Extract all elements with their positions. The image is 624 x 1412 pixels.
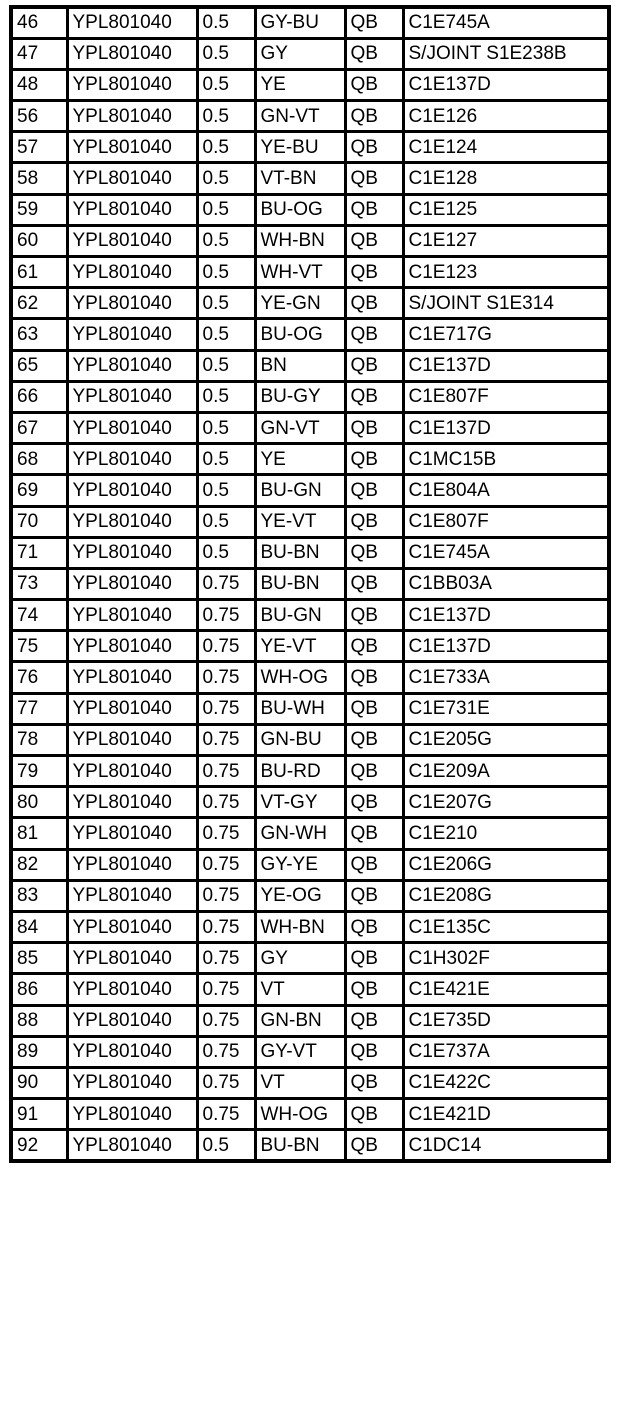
wire-type-cell: QB	[345, 600, 403, 631]
part-number-cell: YPL801040	[67, 537, 197, 568]
destination-cell: C1E137D	[403, 69, 609, 100]
wire-size-cell: 0.5	[197, 163, 255, 194]
part-number-cell: YPL801040	[67, 1067, 197, 1098]
destination-cell: C1E731E	[403, 693, 609, 724]
table-row	[11, 631, 609, 662]
wire-number-cell: 88	[11, 1005, 67, 1036]
destination-cell: C1E205G	[403, 724, 609, 755]
wire-color-cell: YE-GN	[255, 288, 345, 319]
wire-size-cell: 0.75	[197, 756, 255, 787]
wire-type-cell: QB	[345, 225, 403, 256]
wire-type-cell: QB	[345, 724, 403, 755]
wire-size-cell: 0.75	[197, 787, 255, 818]
table-row	[11, 412, 609, 443]
wire-color-cell: YE-OG	[255, 880, 345, 911]
wire-size-cell: 0.75	[197, 880, 255, 911]
destination-cell: C1E807F	[403, 506, 609, 537]
wire-size-cell: 0.75	[197, 974, 255, 1005]
wire-color-cell: YE	[255, 69, 345, 100]
wire-number-cell: 71	[11, 537, 67, 568]
destination-cell: C1E206G	[403, 849, 609, 880]
wire-type-cell: QB	[345, 132, 403, 163]
wire-color-cell: BU-GN	[255, 600, 345, 631]
part-number-cell: YPL801040	[67, 69, 197, 100]
wire-type-cell: QB	[345, 7, 403, 38]
wire-type-cell: QB	[345, 163, 403, 194]
wire-color-cell: GY-VT	[255, 1036, 345, 1067]
wire-color-cell: BU-BN	[255, 568, 345, 599]
part-number-cell: YPL801040	[67, 101, 197, 132]
table-row	[11, 600, 609, 631]
wire-type-cell: QB	[345, 444, 403, 475]
wire-size-cell: 0.5	[197, 319, 255, 350]
part-number-cell: YPL801040	[67, 568, 197, 599]
wire-type-cell: QB	[345, 257, 403, 288]
destination-cell: C1E207G	[403, 787, 609, 818]
wire-type-cell: QB	[345, 974, 403, 1005]
part-number-cell: YPL801040	[67, 787, 197, 818]
wire-number-cell: 47	[11, 38, 67, 69]
destination-cell: C1E807F	[403, 381, 609, 412]
wire-type-cell: QB	[345, 849, 403, 880]
wire-size-cell: 0.5	[197, 38, 255, 69]
destination-cell: C1E124	[403, 132, 609, 163]
wire-color-cell: BU-RD	[255, 756, 345, 787]
table-row	[11, 911, 609, 942]
table-row	[11, 849, 609, 880]
wire-size-cell: 0.75	[197, 1067, 255, 1098]
wire-size-cell: 0.75	[197, 1036, 255, 1067]
part-number-cell: YPL801040	[67, 412, 197, 443]
table-row	[11, 163, 609, 194]
destination-cell: C1E421D	[403, 1099, 609, 1130]
wire-type-cell: QB	[345, 1099, 403, 1130]
wire-color-cell: BU-GN	[255, 475, 345, 506]
destination-cell: C1DC14	[403, 1130, 609, 1161]
part-number-cell: YPL801040	[67, 319, 197, 350]
destination-cell: C1E137D	[403, 412, 609, 443]
wire-color-cell: GY	[255, 943, 345, 974]
wire-color-cell: YE-VT	[255, 631, 345, 662]
wire-color-cell: BU-OG	[255, 319, 345, 350]
wire-type-cell: QB	[345, 662, 403, 693]
destination-cell: C1E208G	[403, 880, 609, 911]
wire-type-cell: QB	[345, 475, 403, 506]
wire-type-cell: QB	[345, 69, 403, 100]
destination-cell: C1E737A	[403, 1036, 609, 1067]
wire-color-cell: GY-YE	[255, 849, 345, 880]
wire-number-cell: 62	[11, 288, 67, 319]
table-row	[11, 132, 609, 163]
table-row	[11, 257, 609, 288]
destination-cell: C1E745A	[403, 537, 609, 568]
wire-color-cell: WH-OG	[255, 1099, 345, 1130]
wire-type-cell: QB	[345, 381, 403, 412]
destination-cell: C1E128	[403, 163, 609, 194]
destination-cell: C1E422C	[403, 1067, 609, 1098]
wire-size-cell: 0.75	[197, 693, 255, 724]
wire-number-cell: 60	[11, 225, 67, 256]
wire-size-cell: 0.5	[197, 69, 255, 100]
table-row	[11, 1099, 609, 1130]
wire-size-cell: 0.5	[197, 101, 255, 132]
table-row	[11, 537, 609, 568]
wire-color-cell: BU-GY	[255, 381, 345, 412]
wire-size-cell: 0.5	[197, 444, 255, 475]
wire-color-cell: BU-BN	[255, 537, 345, 568]
wire-type-cell: QB	[345, 288, 403, 319]
destination-cell: C1E804A	[403, 475, 609, 506]
wire-list-body	[11, 7, 609, 1161]
wire-number-cell: 79	[11, 756, 67, 787]
wire-type-cell: QB	[345, 1005, 403, 1036]
table-row	[11, 943, 609, 974]
wire-number-cell: 86	[11, 974, 67, 1005]
part-number-cell: YPL801040	[67, 381, 197, 412]
wire-list-table	[9, 5, 611, 1163]
wire-size-cell: 0.5	[197, 537, 255, 568]
destination-cell: C1E126	[403, 101, 609, 132]
wire-color-cell: WH-BN	[255, 225, 345, 256]
wire-type-cell: QB	[345, 943, 403, 974]
table-row	[11, 225, 609, 256]
wire-type-cell: QB	[345, 537, 403, 568]
wire-color-cell: BU-WH	[255, 693, 345, 724]
wire-size-cell: 0.5	[197, 412, 255, 443]
table-row	[11, 444, 609, 475]
destination-cell: C1E733A	[403, 662, 609, 693]
wire-color-cell: YE-BU	[255, 132, 345, 163]
part-number-cell: YPL801040	[67, 38, 197, 69]
wire-type-cell: QB	[345, 506, 403, 537]
wire-number-cell: 90	[11, 1067, 67, 1098]
part-number-cell: YPL801040	[67, 849, 197, 880]
wire-number-cell: 73	[11, 568, 67, 599]
wire-type-cell: QB	[345, 1130, 403, 1161]
part-number-cell: YPL801040	[67, 475, 197, 506]
wire-size-cell: 0.75	[197, 724, 255, 755]
wire-type-cell: QB	[345, 693, 403, 724]
wire-number-cell: 80	[11, 787, 67, 818]
wire-color-cell: GN-BU	[255, 724, 345, 755]
part-number-cell: YPL801040	[67, 1130, 197, 1161]
wire-type-cell: QB	[345, 319, 403, 350]
destination-cell: C1BB03A	[403, 568, 609, 599]
wire-color-cell: BN	[255, 350, 345, 381]
wire-number-cell: 56	[11, 101, 67, 132]
table-row	[11, 288, 609, 319]
wire-color-cell: YE	[255, 444, 345, 475]
wire-number-cell: 77	[11, 693, 67, 724]
wire-number-cell: 69	[11, 475, 67, 506]
table-row	[11, 1130, 609, 1161]
wire-type-cell: QB	[345, 194, 403, 225]
table-row	[11, 1005, 609, 1036]
wire-number-cell: 66	[11, 381, 67, 412]
wire-color-cell: BU-OG	[255, 194, 345, 225]
table-row	[11, 693, 609, 724]
destination-cell: S/JOINT S1E314	[403, 288, 609, 319]
wire-color-cell: WH-BN	[255, 911, 345, 942]
wire-number-cell: 84	[11, 911, 67, 942]
wire-number-cell: 61	[11, 257, 67, 288]
destination-cell: C1E137D	[403, 631, 609, 662]
wire-number-cell: 58	[11, 163, 67, 194]
wire-size-cell: 0.75	[197, 662, 255, 693]
part-number-cell: YPL801040	[67, 444, 197, 475]
table-row	[11, 381, 609, 412]
destination-cell: S/JOINT S1E238B	[403, 38, 609, 69]
wire-type-cell: QB	[345, 412, 403, 443]
destination-cell: C1E209A	[403, 756, 609, 787]
wire-color-cell: GN-WH	[255, 818, 345, 849]
part-number-cell: YPL801040	[67, 506, 197, 537]
table-row	[11, 475, 609, 506]
wire-type-cell: QB	[345, 38, 403, 69]
table-row	[11, 1036, 609, 1067]
part-number-cell: YPL801040	[67, 880, 197, 911]
part-number-cell: YPL801040	[67, 600, 197, 631]
wire-number-cell: 63	[11, 319, 67, 350]
wire-size-cell: 0.75	[197, 911, 255, 942]
part-number-cell: YPL801040	[67, 225, 197, 256]
wire-number-cell: 46	[11, 7, 67, 38]
wire-number-cell: 89	[11, 1036, 67, 1067]
wire-color-cell: WH-OG	[255, 662, 345, 693]
destination-cell: C1E127	[403, 225, 609, 256]
wire-color-cell: WH-VT	[255, 257, 345, 288]
wire-size-cell: 0.75	[197, 849, 255, 880]
wire-type-cell: QB	[345, 568, 403, 599]
wire-size-cell: 0.75	[197, 1099, 255, 1130]
wire-size-cell: 0.5	[197, 288, 255, 319]
wire-type-cell: QB	[345, 787, 403, 818]
wire-size-cell: 0.5	[197, 132, 255, 163]
wire-color-cell: VT	[255, 1067, 345, 1098]
part-number-cell: YPL801040	[67, 1036, 197, 1067]
destination-cell: C1E137D	[403, 350, 609, 381]
wire-size-cell: 0.5	[197, 475, 255, 506]
wire-size-cell: 0.5	[197, 257, 255, 288]
wire-number-cell: 59	[11, 194, 67, 225]
part-number-cell: YPL801040	[67, 943, 197, 974]
table-row	[11, 194, 609, 225]
table-row	[11, 662, 609, 693]
wire-color-cell: GN-BN	[255, 1005, 345, 1036]
table-row	[11, 787, 609, 818]
wire-size-cell: 0.5	[197, 350, 255, 381]
destination-cell: C1E137D	[403, 600, 609, 631]
wire-number-cell: 78	[11, 724, 67, 755]
destination-cell: C1E123	[403, 257, 609, 288]
part-number-cell: YPL801040	[67, 350, 197, 381]
wire-type-cell: QB	[345, 101, 403, 132]
table-row	[11, 69, 609, 100]
wire-size-cell: 0.5	[197, 506, 255, 537]
wire-number-cell: 65	[11, 350, 67, 381]
part-number-cell: YPL801040	[67, 257, 197, 288]
destination-cell: C1E421E	[403, 974, 609, 1005]
table-row	[11, 818, 609, 849]
part-number-cell: YPL801040	[67, 974, 197, 1005]
wire-type-cell: QB	[345, 1067, 403, 1098]
part-number-cell: YPL801040	[67, 662, 197, 693]
wire-size-cell: 0.5	[197, 381, 255, 412]
part-number-cell: YPL801040	[67, 693, 197, 724]
wire-number-cell: 67	[11, 412, 67, 443]
part-number-cell: YPL801040	[67, 756, 197, 787]
wire-size-cell: 0.5	[197, 7, 255, 38]
wire-number-cell: 68	[11, 444, 67, 475]
wire-color-cell: VT	[255, 974, 345, 1005]
table-row	[11, 350, 609, 381]
table-row	[11, 1067, 609, 1098]
wire-number-cell: 76	[11, 662, 67, 693]
wire-type-cell: QB	[345, 911, 403, 942]
wire-color-cell: GN-VT	[255, 101, 345, 132]
part-number-cell: YPL801040	[67, 132, 197, 163]
part-number-cell: YPL801040	[67, 163, 197, 194]
part-number-cell: YPL801040	[67, 724, 197, 755]
wire-number-cell: 48	[11, 69, 67, 100]
wire-color-cell: VT-GY	[255, 787, 345, 818]
table-row	[11, 974, 609, 1005]
wire-number-cell: 74	[11, 600, 67, 631]
wire-size-cell: 0.5	[197, 194, 255, 225]
wire-size-cell: 0.75	[197, 1005, 255, 1036]
part-number-cell: YPL801040	[67, 1005, 197, 1036]
wire-size-cell: 0.75	[197, 818, 255, 849]
destination-cell: C1MC15B	[403, 444, 609, 475]
part-number-cell: YPL801040	[67, 1099, 197, 1130]
part-number-cell: YPL801040	[67, 288, 197, 319]
wire-size-cell: 0.5	[197, 1130, 255, 1161]
wire-color-cell: YE-VT	[255, 506, 345, 537]
destination-cell: C1E745A	[403, 7, 609, 38]
destination-cell: C1E135C	[403, 911, 609, 942]
wire-number-cell: 81	[11, 818, 67, 849]
destination-cell: C1H302F	[403, 943, 609, 974]
table-row	[11, 101, 609, 132]
destination-cell: C1E210	[403, 818, 609, 849]
table-row	[11, 319, 609, 350]
wire-color-cell: BU-BN	[255, 1130, 345, 1161]
wire-type-cell: QB	[345, 880, 403, 911]
wire-size-cell: 0.75	[197, 943, 255, 974]
table-row	[11, 568, 609, 599]
destination-cell: C1E125	[403, 194, 609, 225]
wire-type-cell: QB	[345, 631, 403, 662]
table-row	[11, 880, 609, 911]
table-row	[11, 724, 609, 755]
wire-number-cell: 82	[11, 849, 67, 880]
wire-type-cell: QB	[345, 1036, 403, 1067]
part-number-cell: YPL801040	[67, 7, 197, 38]
wire-number-cell: 70	[11, 506, 67, 537]
wire-number-cell: 57	[11, 132, 67, 163]
wire-color-cell: GY	[255, 38, 345, 69]
table-row	[11, 38, 609, 69]
table-row	[11, 756, 609, 787]
wire-size-cell: 0.5	[197, 225, 255, 256]
part-number-cell: YPL801040	[67, 818, 197, 849]
wire-number-cell: 91	[11, 1099, 67, 1130]
wire-type-cell: QB	[345, 350, 403, 381]
part-number-cell: YPL801040	[67, 911, 197, 942]
wire-color-cell: GN-VT	[255, 412, 345, 443]
wire-size-cell: 0.75	[197, 600, 255, 631]
wire-type-cell: QB	[345, 818, 403, 849]
wire-size-cell: 0.75	[197, 568, 255, 599]
part-number-cell: YPL801040	[67, 194, 197, 225]
table-row	[11, 7, 609, 38]
destination-cell: C1E735D	[403, 1005, 609, 1036]
wire-number-cell: 85	[11, 943, 67, 974]
wire-color-cell: VT-BN	[255, 163, 345, 194]
destination-cell: C1E717G	[403, 319, 609, 350]
wire-type-cell: QB	[345, 756, 403, 787]
wire-number-cell: 75	[11, 631, 67, 662]
wire-number-cell: 92	[11, 1130, 67, 1161]
part-number-cell: YPL801040	[67, 631, 197, 662]
wire-size-cell: 0.75	[197, 631, 255, 662]
wire-number-cell: 83	[11, 880, 67, 911]
wire-color-cell: GY-BU	[255, 7, 345, 38]
table-row	[11, 506, 609, 537]
